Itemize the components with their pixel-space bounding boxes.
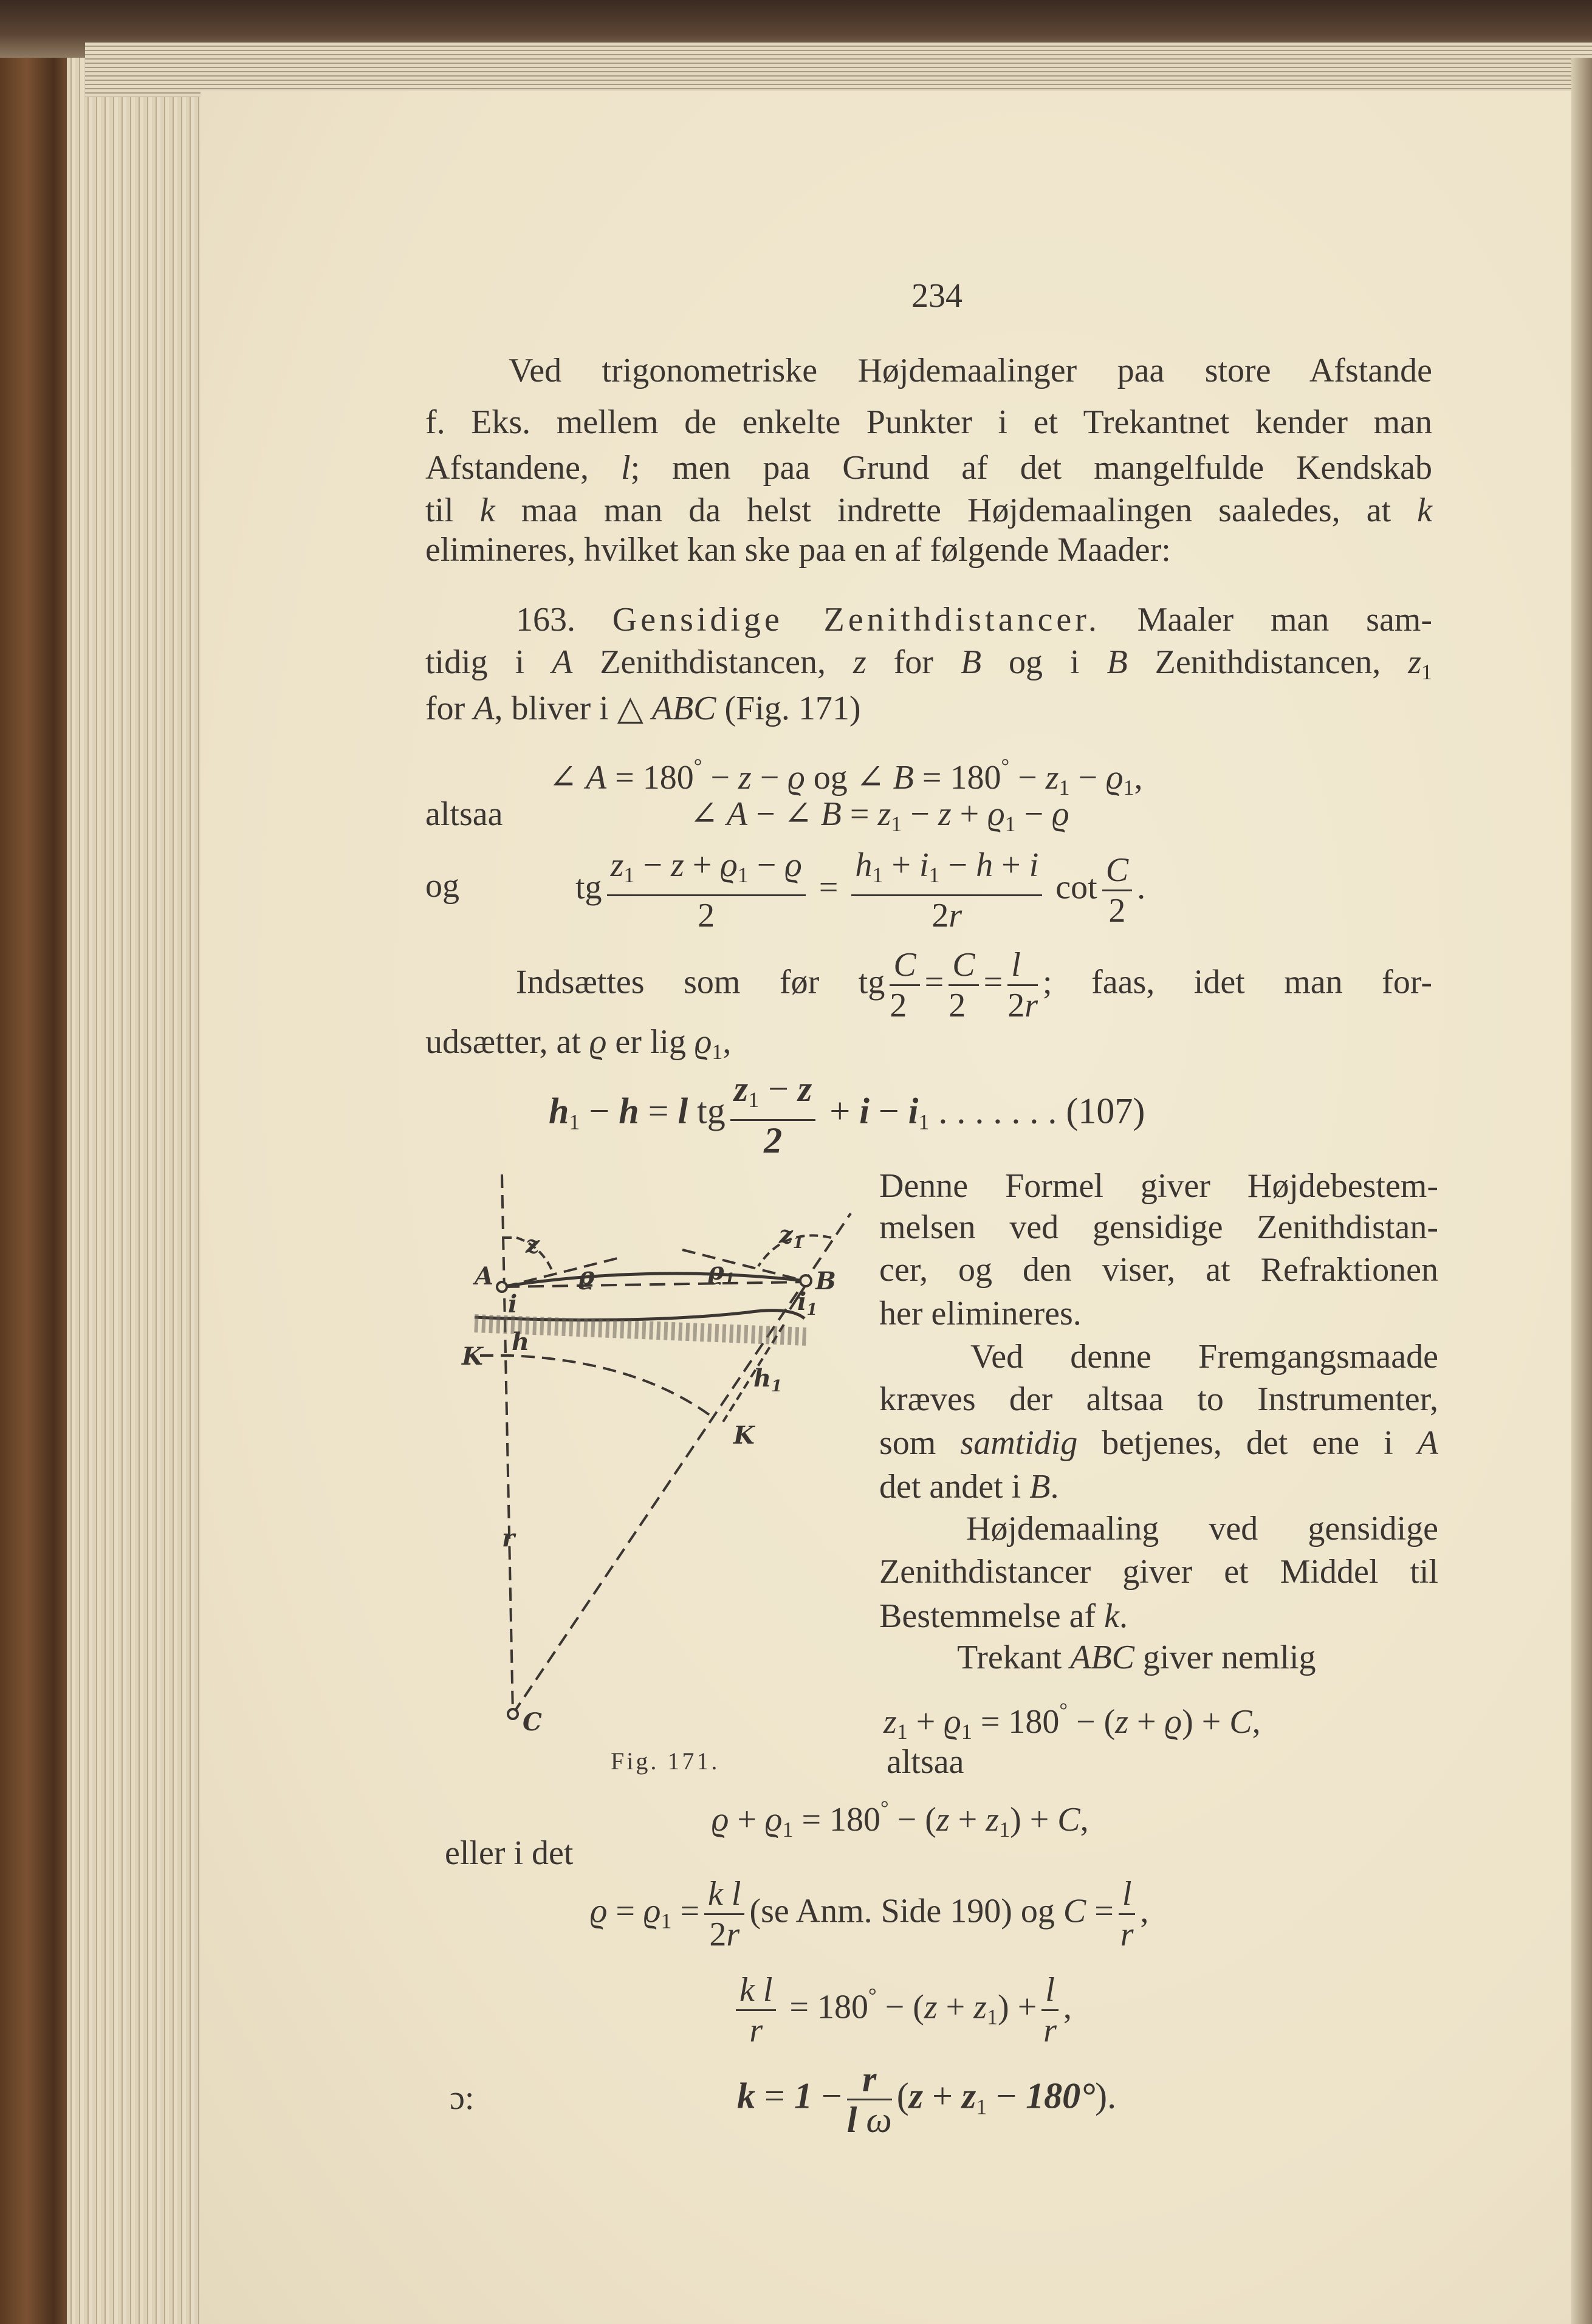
numerator [949, 945, 978, 986]
text-line: f. Eks. mellem de enkelte Punkter i et Trekantnet kender man [425, 403, 1432, 441]
text-line: Ved trigonometriske Højdemaalinger paa store Afstande [509, 352, 1432, 389]
label-i: i [508, 1290, 518, 1318]
text-line: Bestemmelse af k. [879, 1597, 1128, 1635]
math-italic: l [1045, 1971, 1055, 2009]
math-bold: r [862, 2059, 877, 2099]
vertical-A-C-line [502, 1174, 513, 1714]
math-italic: z [924, 1988, 938, 2026]
text-line: Indsættes som før tg $\frac{C}{2}$ = $\frac{C}{2}$ = $\frac{l}{2r}$ ; faas, idet man for- [516, 946, 1432, 1024]
math-italic: ϱ [784, 846, 802, 884]
math-italic: B [1107, 643, 1128, 681]
fraction [607, 846, 806, 935]
math-italic: A [552, 643, 573, 681]
superscript: ° [1059, 1699, 1068, 1722]
math-italic: z [973, 1988, 987, 2026]
superscript: ° [693, 755, 702, 778]
math-italic: r [1024, 987, 1038, 1024]
math-italic: B [1029, 1468, 1051, 1506]
subscript: 1 [748, 1088, 760, 1112]
math-bold: z [961, 2075, 976, 2116]
subscript: 1 [782, 1817, 794, 1842]
page-right-edge [1571, 58, 1592, 2324]
fraction [1102, 851, 1132, 930]
numerator: $h_1 + i_1 - h + i$ [851, 846, 1042, 896]
math-italic: k l [708, 1875, 741, 1913]
equation-refraction: $ϱ = ϱ_1$ = $\frac{\text{k l}}{2r}$ (se Anm. Side 190) og C = $\frac{l}{r}$ , [590, 1875, 1149, 1953]
math-italic: B [893, 759, 914, 797]
math-italic: A [726, 795, 748, 833]
math-italic: z [738, 759, 752, 797]
math-italic: C [893, 946, 916, 984]
math-italic: z [883, 1703, 897, 1741]
label-K-right: K [733, 1421, 755, 1450]
text-line: til k maa man da helst indrette Højdemaalingen saaledes, at k [425, 492, 1432, 529]
math-italic: C [952, 946, 975, 984]
math-italic: k [1417, 492, 1432, 529]
subscript: 1 [1421, 660, 1433, 684]
label-K-left: K [462, 1342, 483, 1371]
text-line: kræves der altsaa to Instrumenter, [879, 1380, 1438, 1418]
subscript: 1 [569, 1109, 580, 1134]
math-italic: ω [866, 2100, 892, 2140]
math-italic: C [1063, 1892, 1086, 1930]
equation-k: k = 1 − $\frac{r}{\text{l ω}}$ $(z + z_1 - 180^\circ)$. [737, 2059, 1117, 2140]
point-A-marker [497, 1282, 507, 1292]
superscript: ° [868, 1984, 877, 2007]
label-B: B [815, 1267, 836, 1295]
math-italic: l [1122, 1875, 1132, 1913]
math-bold: z [733, 1069, 749, 1109]
subscript: 1 [1123, 775, 1134, 800]
subscript: 1 [737, 863, 749, 887]
label-z: z [526, 1230, 540, 1259]
denominator: 2r [932, 897, 962, 934]
math-italic: z [610, 846, 624, 884]
math-italic: ϱ [1106, 759, 1124, 797]
math-italic: z [938, 795, 952, 833]
math-italic: i [1029, 846, 1039, 884]
denominator: 2 [890, 987, 907, 1024]
fraction [1041, 1970, 1058, 2050]
numerator: $z_1 - z + ϱ_1 - ϱ$ [607, 846, 806, 896]
math-italic: i [919, 846, 929, 884]
math-italic: ϱ [589, 1023, 607, 1061]
label-i1: $i_1$ [797, 1287, 818, 1319]
fraction [1007, 945, 1038, 1025]
numerator [890, 945, 919, 986]
text-line: det andet i B. [879, 1468, 1059, 1506]
text-line: melsen ved gensidige Zenithdistan- [879, 1208, 1438, 1246]
denominator [736, 2011, 776, 2050]
math-italic: k [1104, 1597, 1119, 1635]
math-italic: ϱ [1052, 795, 1069, 833]
ground-line [475, 1311, 805, 1320]
math-italic: ABC [651, 690, 716, 727]
numerator [847, 2060, 892, 2100]
math-bold: 180° [1026, 2075, 1096, 2116]
math-bold: l [846, 2100, 857, 2140]
subscript: 1 [961, 1719, 972, 1744]
figure-caption: Fig. 171. [611, 1747, 720, 1775]
label-A: A [474, 1262, 493, 1291]
fraction [736, 1970, 776, 2050]
text-line: tidig i A Zenithdistancen, z for B og i B Zenithdistancen, $z_1$ [425, 643, 1433, 684]
subscript: 1 [987, 2004, 998, 2029]
text-line: for A, bliver i △ ABC (Fig. 171) [425, 690, 861, 727]
text-line: som samtidig betjenes, det ene i A [879, 1424, 1438, 1462]
math-italic: ϱ [720, 846, 738, 884]
subscript: 1 [891, 812, 902, 836]
math-italic: ϱ [944, 1703, 961, 1741]
math-italic: z [877, 795, 891, 833]
math-bold: z [797, 1069, 812, 1109]
math-italic: z [1115, 1703, 1129, 1741]
numerator [1007, 945, 1038, 986]
subscript: 1 [976, 2094, 987, 2119]
label-rho: ϱ [578, 1262, 595, 1291]
subscript: 1 [896, 1719, 908, 1744]
denominator: 2 [698, 897, 715, 934]
math-italic: h [855, 846, 873, 884]
text-line: elimineres, hvilket kan ske paa en af følgende Maader: [425, 531, 1171, 569]
math-italic: ϱ [712, 1801, 729, 1839]
math-italic: ϱ [787, 759, 805, 797]
math-italic: C [1229, 1703, 1252, 1741]
text-line: Ved denne Fremgangsmaade [970, 1338, 1438, 1376]
equation-107: $h_1 - h = l$ tg $\frac{z_1 - z}{2}$ + $i - i_1$ . . . . . . . (107) [549, 1069, 1145, 1160]
subscript: 1 [1004, 812, 1016, 836]
label-h: h [512, 1328, 530, 1356]
fraction [1119, 1874, 1136, 1954]
text-line: Zenithdistancer giver et Middel til [879, 1553, 1438, 1591]
math-italic: ϱ [1164, 1703, 1182, 1741]
label-altsaa: altsaa [425, 795, 503, 833]
math-italic: z [986, 1801, 1000, 1839]
math-italic: k l [739, 1971, 773, 2009]
math-italic: r [1120, 1916, 1134, 1953]
math-italic: r [726, 1916, 740, 1953]
math-italic: r [1043, 2012, 1057, 2049]
text-line: eller i det [445, 1834, 574, 1872]
page-number: 234 [911, 277, 962, 315]
math-bold: l [678, 1091, 688, 1131]
subscript: 1 [918, 1109, 930, 1134]
superscript: ° [880, 1797, 889, 1820]
math-italic: k [479, 492, 495, 529]
fraction [890, 945, 919, 1025]
text-line: cer, og den viser, at Refraktionen [879, 1251, 1438, 1289]
subscript: 1 [928, 863, 940, 887]
section-heading-line: 163. Gensidige Zenithdistancer. Maaler man sam- [516, 601, 1433, 639]
denominator: 2r [709, 1916, 740, 1953]
label-rho1: $ϱ_1$ [708, 1257, 735, 1289]
fraction [704, 1874, 744, 1954]
equation-angles: ∠ A = 180° − z − ϱ og ∠ $B = 180^\circ - z_1 - ϱ_1$, [549, 755, 1143, 800]
math-italic: B [820, 795, 842, 833]
label-r: r [502, 1524, 515, 1552]
denominator [847, 2100, 892, 2139]
math-italic: A [473, 690, 495, 727]
label-og: og [425, 867, 459, 905]
text-line: Denne Formel giver Højdebestem- [879, 1167, 1438, 1205]
equation-angle-difference: ∠ A − ∠ $B = z_1 - z + ϱ_1 - ϱ$ [690, 795, 1069, 836]
denominator: 2 [1108, 892, 1126, 930]
label-thus: ɔ: [450, 2079, 475, 2117]
subscript: 1 [872, 863, 883, 887]
fraction [847, 2060, 892, 2139]
math-bold: i [908, 1091, 919, 1131]
label-C: C [523, 1708, 542, 1736]
level-surface-arc [480, 1356, 715, 1419]
text-line: Trekant ABC giver nemlig [957, 1639, 1316, 1676]
math-bold: k [737, 2075, 755, 2116]
equation-kl: $\frac{\text{k l}}{r}$ = $180^\circ - (z + z_1)$ + $\frac{l}{r}$ , [731, 1970, 1072, 2050]
equation-rho-sum: $ϱ + ϱ_1 = 180^\circ - (z + z_1) + C$, [712, 1797, 1089, 1842]
numerator [704, 1874, 744, 1915]
math-bold: 1 [794, 2075, 812, 2116]
text-line: her elimineres. [879, 1295, 1082, 1332]
point-C-marker [508, 1709, 518, 1719]
math-italic: ϱ [987, 795, 1005, 833]
page-stack-top [85, 43, 1592, 97]
subscript: 1 [999, 1817, 1010, 1842]
numerator [1119, 1874, 1136, 1915]
math-italic: z [1408, 643, 1422, 681]
math-italic: l [621, 449, 631, 487]
math-bold: 2 [764, 1120, 783, 1160]
fraction [949, 945, 978, 1025]
math-bold: h [619, 1091, 639, 1131]
math-italic: A [1417, 1424, 1438, 1462]
math-italic: ϱ [590, 1892, 608, 1930]
math-italic: B [960, 643, 982, 681]
subscript: 1 [1058, 775, 1070, 800]
subscript: 1 [623, 863, 635, 887]
text-line: udsætter, at ϱ er lig $ϱ_1$, [425, 1023, 732, 1064]
subscript: 1 [712, 1040, 723, 1064]
label-altsaa: altsaa [887, 1743, 964, 1781]
figure-171-diagram [425, 1154, 881, 1762]
math-italic: z [1045, 759, 1059, 797]
numerator: $z_1 - z$ [730, 1069, 816, 1121]
text-line: Højdemaaling ved gensidige [966, 1510, 1438, 1548]
math-bold: h [549, 1091, 569, 1131]
equation-tangent: tg $\frac{z_1 - z + ϱ_1 - ϱ}{2}$ = $\frac{h_1 + i_1 - h + i}{2r}$ cot $\frac{C}{2}$ . [575, 846, 1146, 934]
fraction [851, 846, 1042, 935]
math-bold: i [859, 1091, 870, 1131]
math-bold: z [908, 2075, 924, 2116]
math-italic: A [585, 759, 607, 797]
math-italic: C [1105, 851, 1129, 889]
math-italic: l [1011, 946, 1021, 984]
math-italic: C [1057, 1801, 1080, 1839]
superscript: ° [1001, 755, 1010, 778]
math-italic: z [853, 643, 866, 681]
math-italic: r [749, 2012, 763, 2049]
subscript: 1 [660, 1908, 672, 1933]
math-italic: z [936, 1801, 950, 1839]
denominator: 2 [949, 987, 966, 1024]
label-h1: $h_1$ [753, 1364, 783, 1396]
label-z1: $z_1$ [779, 1221, 804, 1252]
denominator [1041, 2011, 1058, 2050]
spaced-title: Gensidige Zenithdistancer. [612, 601, 1100, 639]
chord-A-B [504, 1282, 805, 1287]
math-italic: r [949, 897, 962, 934]
math-italic: samtidig [960, 1424, 1078, 1462]
math-italic: h [976, 846, 993, 884]
numerator [1041, 1970, 1058, 2011]
math-italic: ϱ [643, 1892, 661, 1930]
math-italic: ϱ [765, 1801, 783, 1839]
point-B-marker [800, 1275, 811, 1286]
numerator [1102, 851, 1132, 891]
denominator [1119, 1915, 1136, 1954]
fraction [730, 1069, 816, 1160]
math-italic: ϱ [694, 1023, 712, 1061]
equation-triangle: $z_1 + ϱ_1 = 180^\circ - (z + ϱ) + C$, [883, 1699, 1261, 1744]
math-italic: ABC [1070, 1639, 1134, 1676]
text-line: Afstandene, l; men paa Grund af det mangelfulde Kendskab [425, 449, 1432, 487]
book-cover-edge [0, 0, 67, 2324]
math-italic: z [670, 846, 684, 884]
denominator: 2r [1007, 987, 1038, 1024]
numerator [736, 1970, 776, 2011]
